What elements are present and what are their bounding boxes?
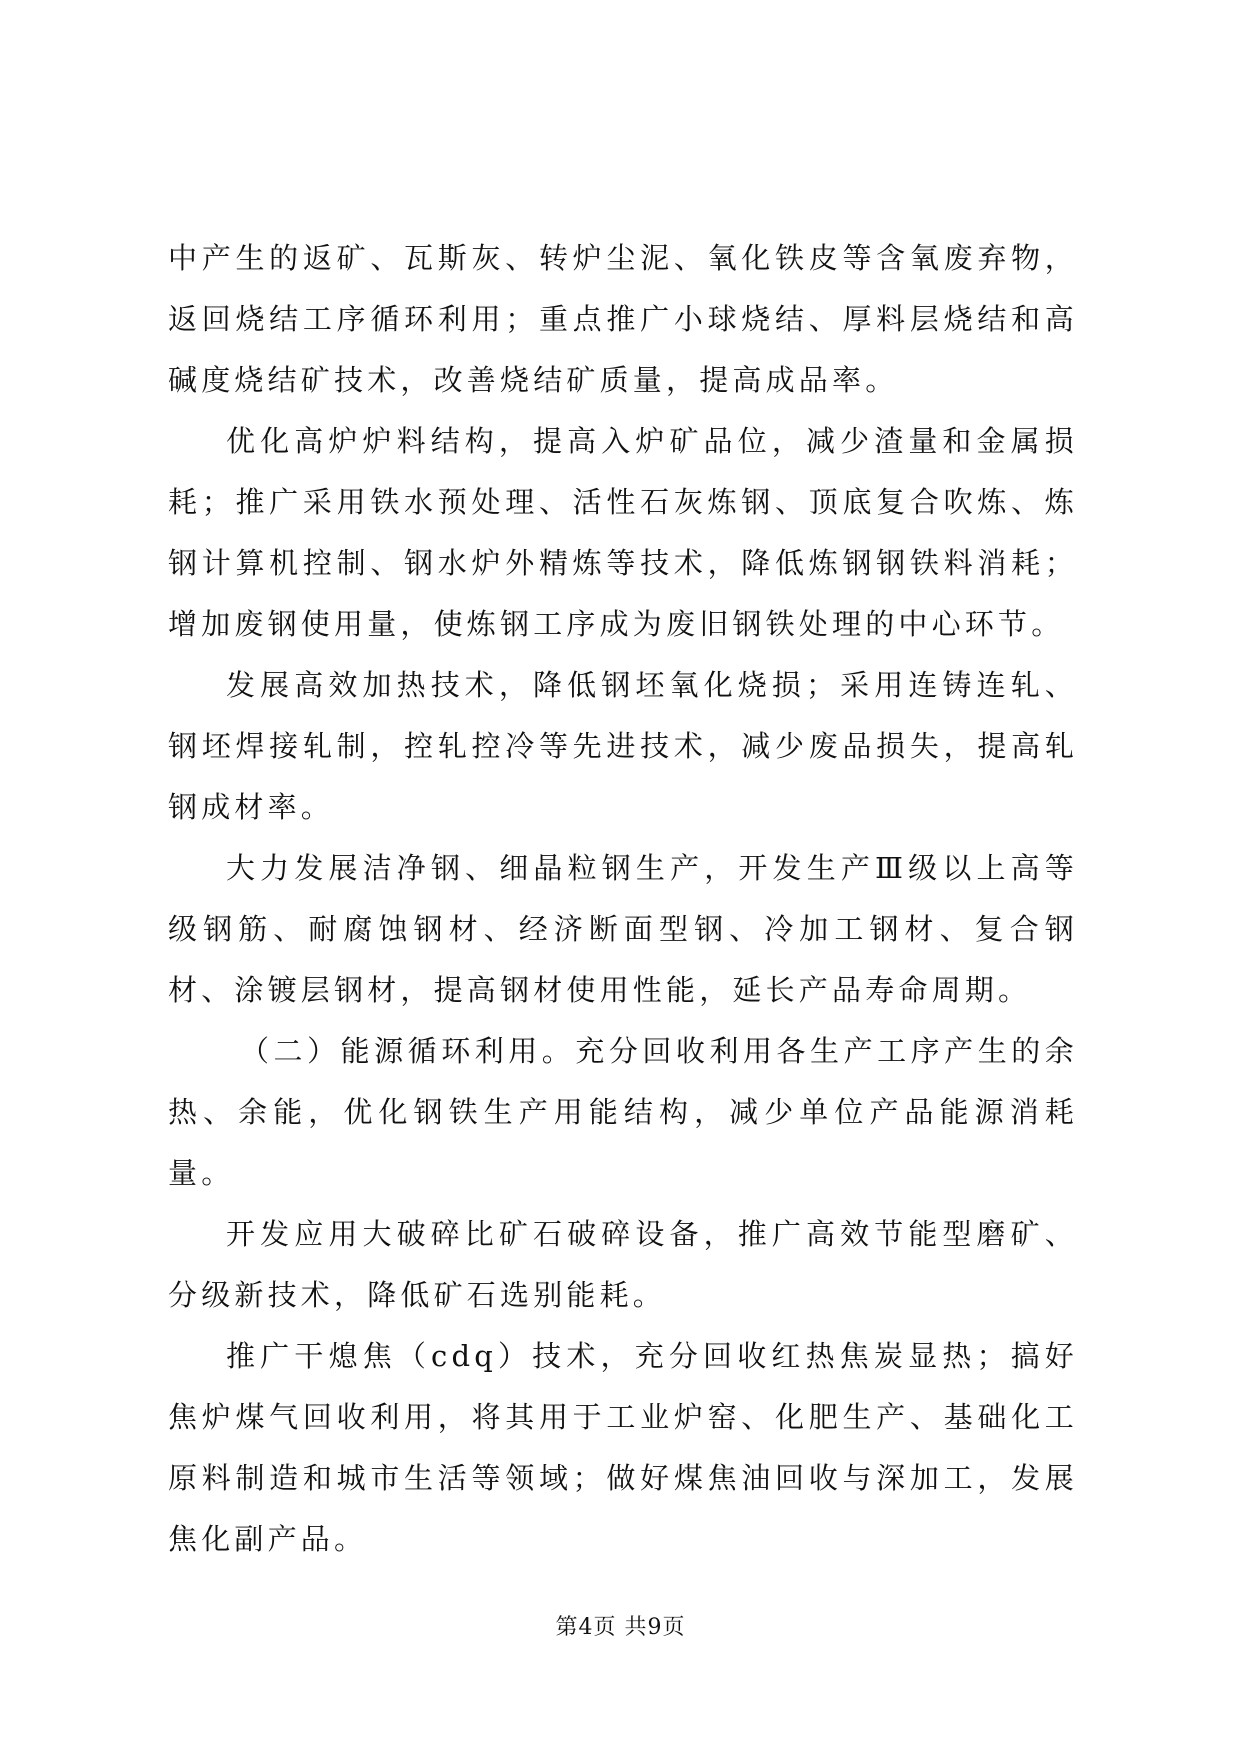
paragraph-dry-quenching: 推广干熄焦（cdq）技术，充分回收红热焦炭显热；搞好焦炉煤气回收利用，将其用于工业炉窑、化肥生产、基础化工原料制造和城市生活等领域；做好煤焦油回收与深加工，发展焦化副产品。: [168, 1339, 1078, 1556]
paragraph-clean-steel: 大力发展洁净钢、细晶粒钢生产，开发生产Ⅲ级以上高等级钢筋、耐腐蚀钢材、经济断面型钢、冷加工钢材、复合钢材、涂镀层钢材，提高钢材使用性能，延长产品寿命周期。: [168, 851, 1078, 1007]
paragraph-ore-crushing: 开发应用大破碎比矿石破碎设备，推广高效节能型磨矿、分级新技术，降低矿石选别能耗。: [168, 1217, 1078, 1312]
page-number-footer: 第4页 共9页: [555, 1615, 686, 1640]
document-body: [168, 228, 1078, 1570]
paragraph-continuation: 中产生的返矿、瓦斯灰、转炉尘泥、氧化铁皮等含氧废弃物，返回烧结工序循环利用；重点推广小球烧结、厚料层烧结和高碱度烧结矿技术，改善烧结矿质量，提高成品率。: [168, 241, 1078, 397]
paragraph-energy-recycling: （二）能源循环利用。充分回收利用各生产工序产生的余热、余能，优化钢铁生产用能结构，减少单位产品能源消耗量。: [168, 1034, 1078, 1190]
paragraph-heating-technology: 发展高效加热技术，降低钢坯氧化烧损；采用连铸连轧、钢坯焊接轧制，控轧控冷等先进技术，减少废品损失，提高轧钢成材率。: [168, 668, 1078, 824]
paragraph-blast-furnace: 优化高炉炉料结构，提高入炉矿品位，减少渣量和金属损耗；推广采用铁水预处理、活性石灰炼钢、顶底复合吹炼、炼钢计算机控制、钢水炉外精炼等技术，降低炼钢钢铁料消耗；增加废钢使用量，使炼钢工序成为废旧钢铁处理的中心环节。: [168, 424, 1078, 641]
